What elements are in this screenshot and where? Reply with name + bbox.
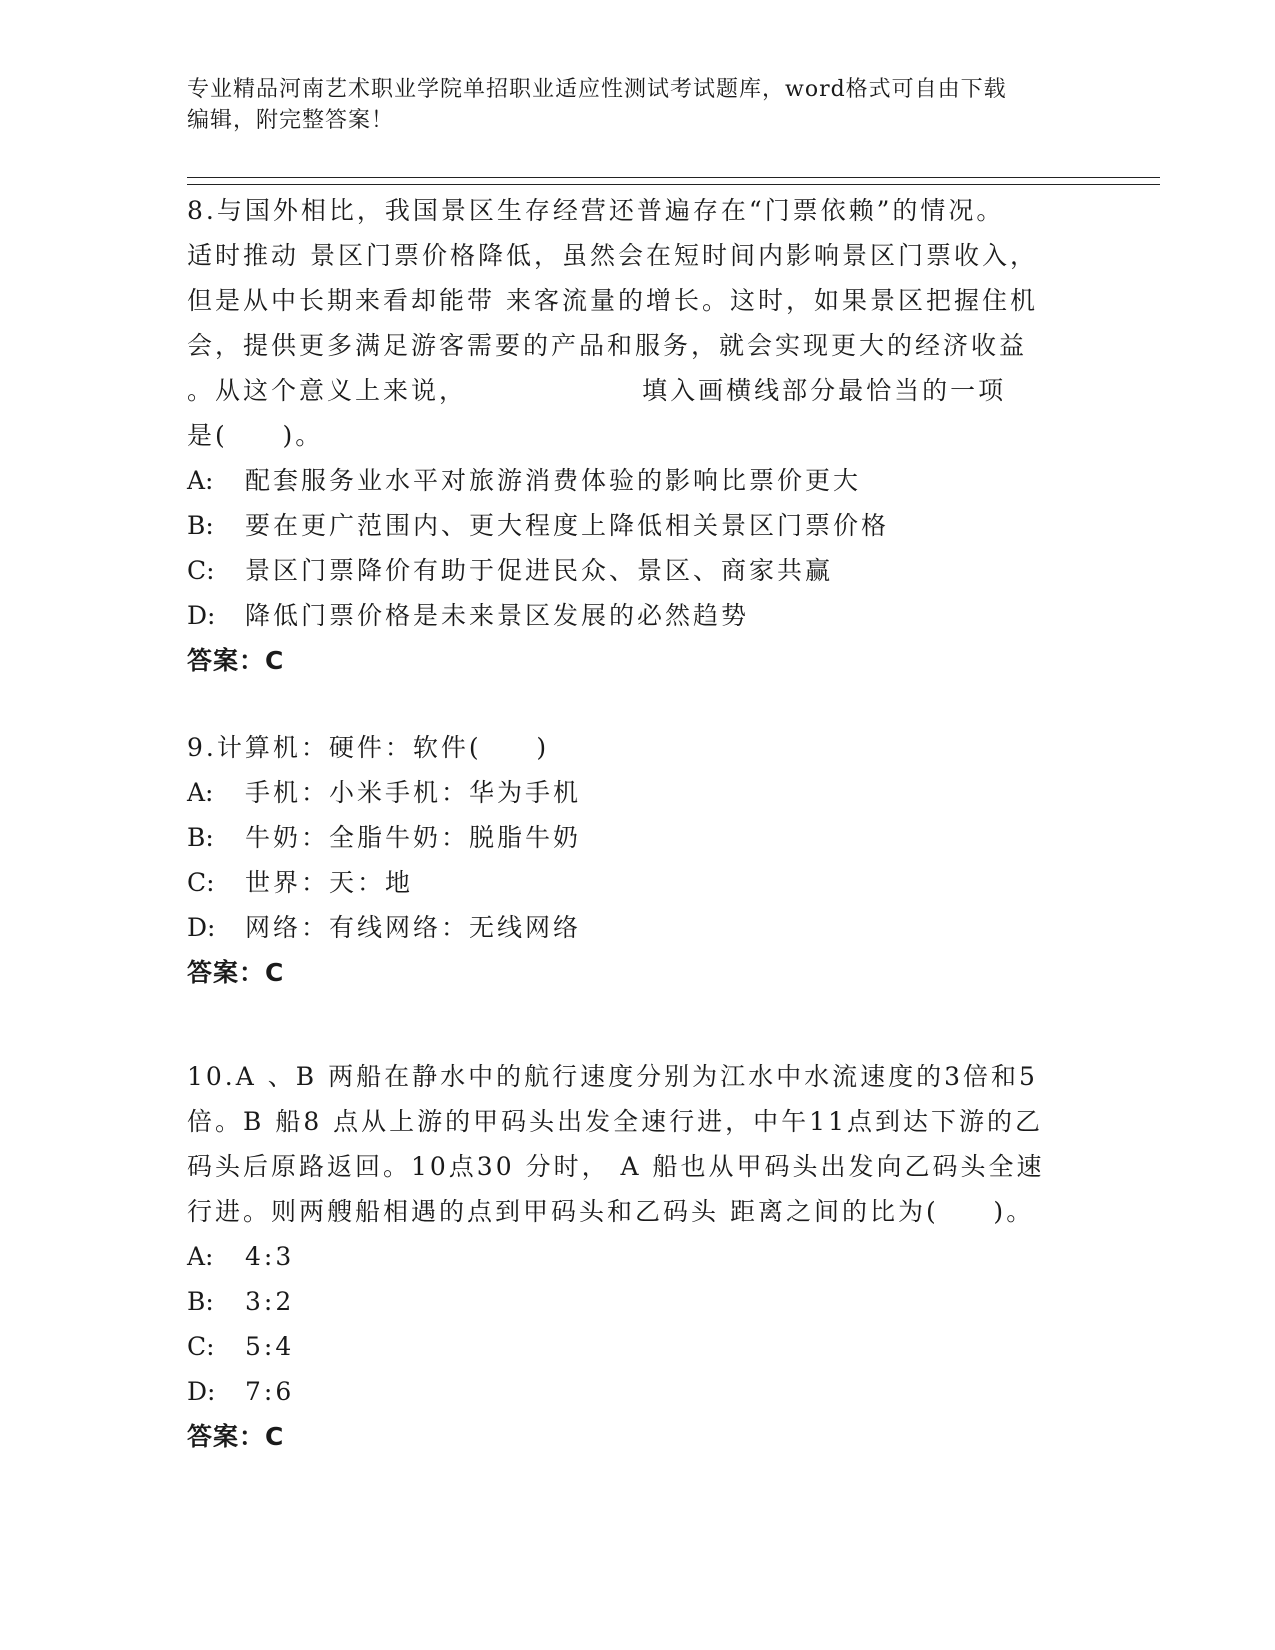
option-text: 世界：天：地 <box>245 868 414 897</box>
option-c <box>187 548 1087 593</box>
option-letter: A: <box>187 778 214 807</box>
option-a <box>187 1234 1087 1279</box>
option-text: 网络：有线网络：无线网络 <box>245 913 582 942</box>
option-b <box>187 1279 1087 1324</box>
option-letter: D: <box>187 913 216 942</box>
option-a <box>187 770 1087 815</box>
question-text-line: 10.A 、B 两船在静水中的航行速度分别为江水中水流速度的3倍和5 <box>187 1062 1038 1091</box>
option-letter: C: <box>187 1332 215 1361</box>
option-letter: C: <box>187 868 215 897</box>
option-letter: B: <box>187 511 214 540</box>
option-text: 5:4 <box>245 1332 295 1361</box>
option-text: 手机：小米手机：华为手机 <box>245 778 582 807</box>
option-b <box>187 503 1087 548</box>
option-letter: B: <box>187 823 214 852</box>
option-text: 景区门票降价有助于促进民众、景区、商家共赢 <box>245 556 834 585</box>
header-divider-top <box>187 177 1160 178</box>
document-header <box>187 74 1087 136</box>
answer: 答案：C <box>187 958 285 987</box>
question-text-line: 9.计算机：硬件：软件( ) <box>187 733 550 762</box>
option-c <box>187 860 1087 905</box>
question-text-line: 。从这个意义上来说， 填入画横线部分最恰当的一项 <box>187 376 1007 405</box>
option-letter: D: <box>187 601 216 630</box>
option-c <box>187 1324 1087 1369</box>
option-a <box>187 458 1087 503</box>
question-text-line: 适时推动 景区门票价格降低，虽然会在短时间内影响景区门票收入， <box>187 241 1038 270</box>
option-d <box>187 905 1087 950</box>
option-letter: C: <box>187 556 215 585</box>
question-9 <box>187 725 1087 995</box>
question-text-line: 8.与国外相比，我国景区生存经营还普遍存在“门票依赖”的情况。 <box>187 196 1005 225</box>
option-letter: B: <box>187 1287 214 1316</box>
question-text-line: 行进。则两艘船相遇的点到甲码头和乙码头 距离之间的比为( )。 <box>187 1197 1035 1226</box>
option-text: 降低门票价格是未来景区发展的必然趋势 <box>245 601 750 630</box>
header-line-1: 专业精品河南艺术职业学院单招职业适应性测试考试题库，word格式可自由下载 <box>187 77 1007 102</box>
option-d <box>187 593 1087 638</box>
option-letter: D: <box>187 1377 216 1406</box>
question-10 <box>187 1054 1087 1459</box>
option-text: 7:6 <box>245 1377 295 1406</box>
question-text-line: 是( )。 <box>187 421 324 450</box>
option-text: 牛奶：全脂牛奶：脱脂牛奶 <box>245 823 582 852</box>
question-8 <box>187 188 1087 683</box>
question-text-line: 但是从中长期来看却能带 来客流量的增长。这时，如果景区把握住机 <box>187 286 1038 315</box>
option-text: 3:2 <box>245 1287 295 1316</box>
header-line-2: 编辑，附完整答案！ <box>187 108 395 133</box>
option-d <box>187 1369 1087 1414</box>
option-text: 4:3 <box>245 1242 295 1271</box>
option-b <box>187 815 1087 860</box>
answer: 答案：C <box>187 1422 285 1451</box>
header-divider-bottom <box>187 184 1160 185</box>
question-text-line: 码头后原路返回。10点30 分时， A 船也从甲码头出发向乙码头全速 <box>187 1152 1045 1181</box>
option-text: 要在更广范围内、更大程度上降低相关景区门票价格 <box>245 511 890 540</box>
question-text-line: 倍。B 船8 点从上游的甲码头出发全速行进，中午11点到达下游的乙 <box>187 1107 1043 1136</box>
answer: 答案：C <box>187 646 285 675</box>
option-text: 配套服务业水平对旅游消费体验的影响比票价更大 <box>245 466 862 495</box>
option-letter: A: <box>187 1242 214 1271</box>
option-letter: A: <box>187 466 214 495</box>
question-text-line: 会，提供更多满足游客需要的产品和服务，就会实现更大的经济收益 <box>187 331 1028 360</box>
